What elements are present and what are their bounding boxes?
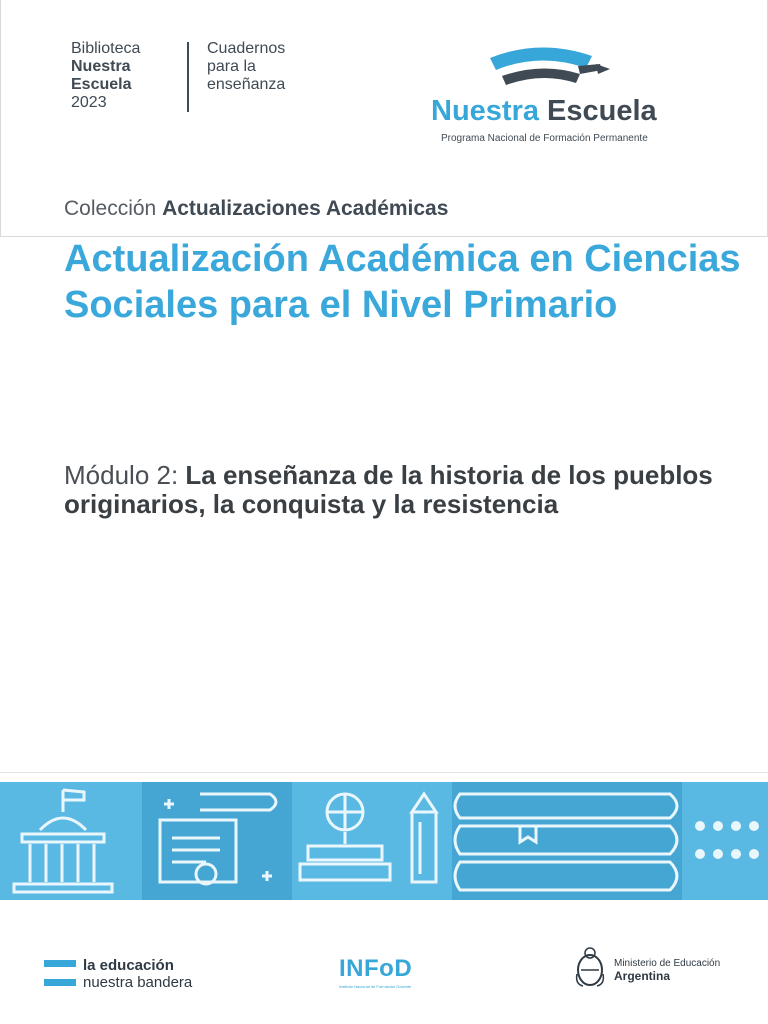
coleccion-label: [64, 197, 448, 221]
biblioteca-line2: Nuestra: [71, 58, 131, 75]
modulo-name: La enseñanza de la historia de los pueblos originarios, la conquista y la resistencia: [64, 460, 713, 519]
educacion-line1: la educación: [83, 957, 174, 974]
biblioteca-line3: Escuela: [71, 76, 132, 93]
infod-logo: INFoD: [339, 955, 413, 982]
ministerio-line1: Ministerio de Educación: [614, 958, 721, 969]
cuadernos-line1: Cuadernos: [207, 40, 286, 57]
ministerio-label: [614, 957, 720, 983]
logo-word-escuela: Escuela: [539, 95, 657, 127]
coleccion-name: Actualizaciones Académicas: [162, 197, 449, 220]
educacion-label: [83, 957, 192, 991]
cuadernos-line3: enseñanza: [207, 76, 286, 93]
document-title: Actualización Académica en Ciencias Sociales para el Nivel Primario: [64, 238, 741, 326]
flag-icon: [44, 960, 76, 986]
coleccion-prefix: Colección: [64, 197, 163, 220]
logo-word-nuestra: Nuestra: [431, 95, 539, 127]
band-divider: [0, 772, 768, 773]
infod-subtitle: Instituto Nacional de Formación Docente: [339, 984, 412, 989]
educacion-line2: nuestra bandera: [83, 974, 193, 991]
cuadernos-label: [207, 40, 285, 94]
illustration-band: [0, 782, 768, 900]
logo-subtitle: Programa Nacional de Formación Permanente: [441, 133, 648, 144]
nuestra-escuela-logo-text: [431, 95, 657, 128]
biblioteca-year: 2023: [71, 94, 107, 111]
biblioteca-line1: Biblioteca: [71, 40, 141, 57]
header-divider: [187, 42, 189, 112]
modulo-heading: [64, 461, 724, 519]
ministerio-line2: Argentina: [614, 969, 671, 983]
books-panel: [452, 782, 682, 900]
cuadernos-line2: para la: [207, 58, 256, 75]
national-seal-icon: [573, 946, 607, 988]
modulo-label: Módulo 2:: [64, 460, 186, 490]
biblioteca-label: [71, 40, 140, 112]
